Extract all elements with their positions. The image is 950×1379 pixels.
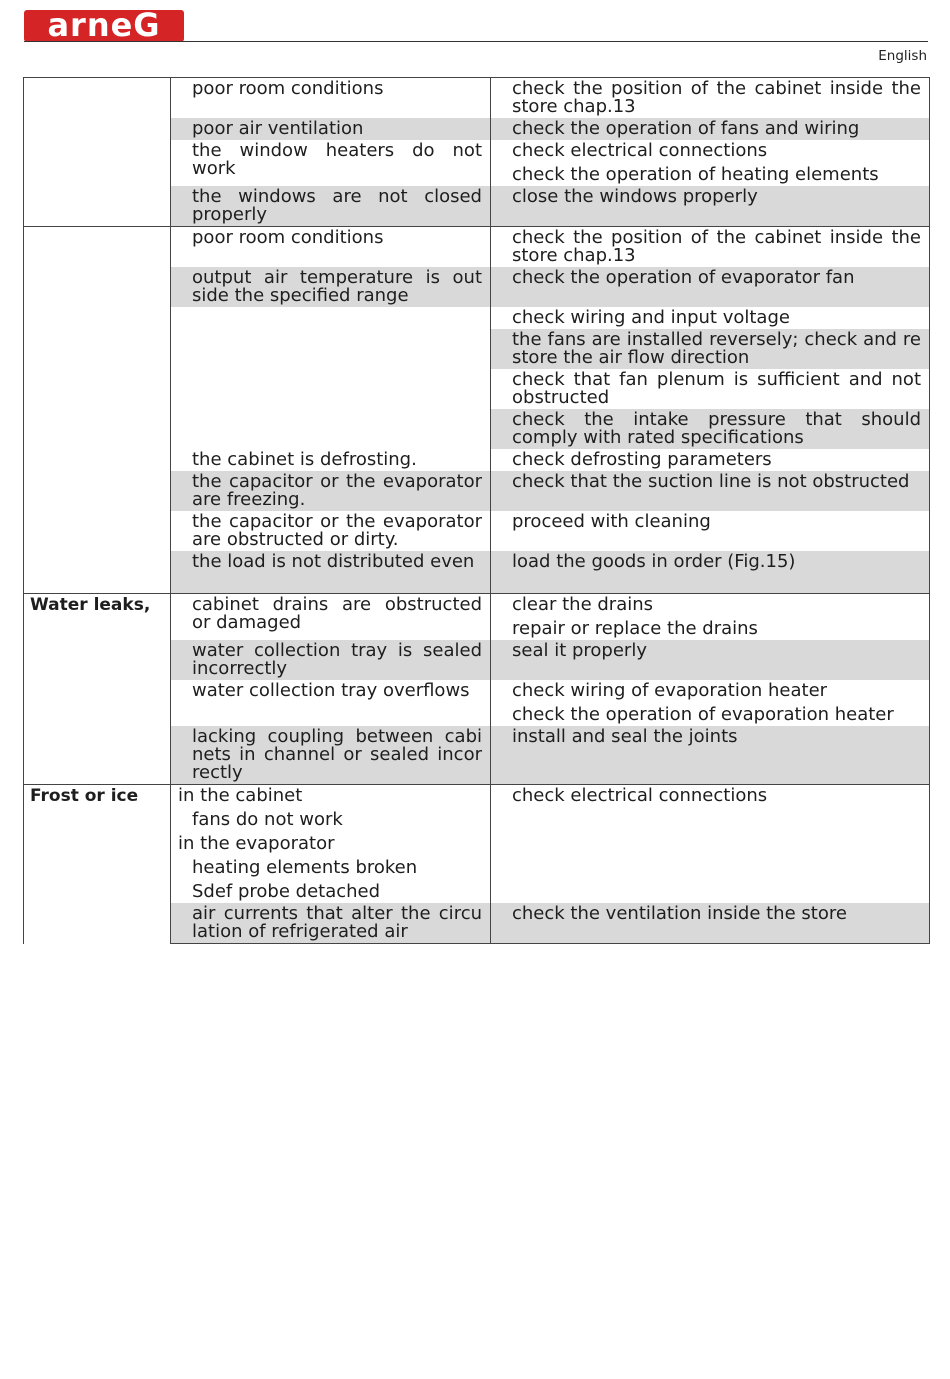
cell-text: check that the suction line is not obstructed [512,471,910,492]
cell-text: in the cabinet [178,785,303,806]
language-label: English [878,48,927,64]
cell-text: cabinet drains are obstructed or damaged [192,594,482,633]
category-cell [24,78,171,227]
cell-text: output air temperature is out side the specified range [192,267,482,306]
cell-text: seal it properly [512,640,647,661]
remedy-cell [491,140,930,186]
remedy-cell [491,118,930,140]
cause-cell [171,78,491,119]
cause-cell [171,307,491,449]
cell-text: the cabinet is defrosting. [192,449,417,470]
header-rule [24,41,928,42]
remedy-cell [491,594,930,641]
cell-text: check defrosting parameters [512,449,772,470]
troubleshooting-table [23,77,930,944]
table-row [24,785,930,904]
cell-text: check that fan plenum is sufficient and not obstructed [512,369,921,408]
cell-text: check the operation of heating elements [512,164,879,185]
cell-text: heating elements broken [192,857,418,878]
category-label: Water leaks, [30,595,151,615]
cell-text: poor air ventilation [192,118,364,139]
cell-text: the windows are not closed properly [192,186,482,225]
cause-cell [171,118,491,140]
cell-text: proceed with cleaning [512,511,711,532]
category-cell [24,785,171,944]
cell-text: check electrical connections [512,140,768,161]
cell-text: check wiring and input voltage [512,307,790,328]
cell-text: fans do not work [192,809,343,830]
cause-cell [171,594,491,641]
remedy-cell [491,471,930,511]
cell-text: load the goods in order (Fig.15) [512,551,796,572]
cell-text: poor room conditions [192,78,384,99]
table-row [24,227,930,268]
remedy-cell [491,511,930,551]
cause-cell [171,903,491,944]
remedy-cell [491,903,930,944]
cause-cell [171,726,491,785]
table-row [24,594,930,641]
cell-text: the load is not distributed even [192,551,475,572]
cause-cell [171,471,491,511]
cell-text: install and seal the joints [512,726,738,747]
table-row [24,78,930,119]
remedy-cell [491,449,930,471]
remedy-cell [491,78,930,119]
cell-text: check the ventilation inside the store [512,903,847,924]
remedy-cell [491,640,930,680]
cause-cell [171,186,491,227]
cause-cell [171,511,491,551]
cell-text: check the position of the cabinet inside the store chap.13 [512,78,921,117]
remedy-cell [491,307,930,329]
arneg-logo [24,6,184,44]
category-cell [24,594,171,785]
cause-cell [171,140,491,186]
cell-text: the window heaters do not work [192,140,482,179]
cause-cell [171,267,491,307]
cause-cell [171,785,491,904]
remedy-cell [491,369,930,409]
remedy-cell [491,726,930,785]
cell-text: in the evaporator [178,833,335,854]
cause-cell [171,640,491,680]
cause-cell [171,680,491,726]
remedy-cell [491,680,930,726]
remedy-cell [491,186,930,227]
cell-text: lacking coupling between cabi nets in channel or sealed incor rectly [192,726,482,783]
cell-text: repair or replace the drains [512,618,758,639]
remedy-cell [491,227,930,268]
cause-cell [171,449,491,471]
cell-text: the fans are installed reversely; check and re store the air flow direction [512,329,921,368]
category-label: Frost or ice [30,786,139,806]
cell-text: check the intake pressure that should comply with rated specifications [512,409,921,448]
remedy-cell [491,551,930,594]
category-cell [24,227,171,594]
cell-text: check the operation of evaporator fan [512,267,855,288]
logo-text: arneG [47,6,161,44]
cell-text: Sdef probe detached [192,881,381,902]
cell-text: check wiring of evaporation heater [512,680,828,701]
cell-text: the capacitor or the evaporator are freezing. [192,471,482,510]
cell-text: check the operation of evaporation heater [512,704,894,725]
cell-text: water collection tray is sealed incorrectly [192,640,482,679]
cell-text: close the windows properly [512,186,758,207]
remedy-cell [491,267,930,307]
cell-text: poor room conditions [192,227,384,248]
cell-text: the capacitor or the evaporator are obstructed or dirty. [192,511,482,550]
cause-cell [171,551,491,594]
remedy-cell [491,785,930,904]
cell-text: air currents that alter the circu lation of refrigerated air [192,903,482,942]
cell-text: check the position of the cabinet inside the store chap.13 [512,227,921,266]
cause-cell [171,227,491,268]
cell-text: water collection tray overflows [192,680,470,701]
remedy-cell [491,329,930,369]
cell-text: check electrical connections [512,785,768,806]
cell-text: clear the drains [512,594,654,615]
cell-text: check the operation of fans and wiring [512,118,860,139]
remedy-cell [491,409,930,449]
